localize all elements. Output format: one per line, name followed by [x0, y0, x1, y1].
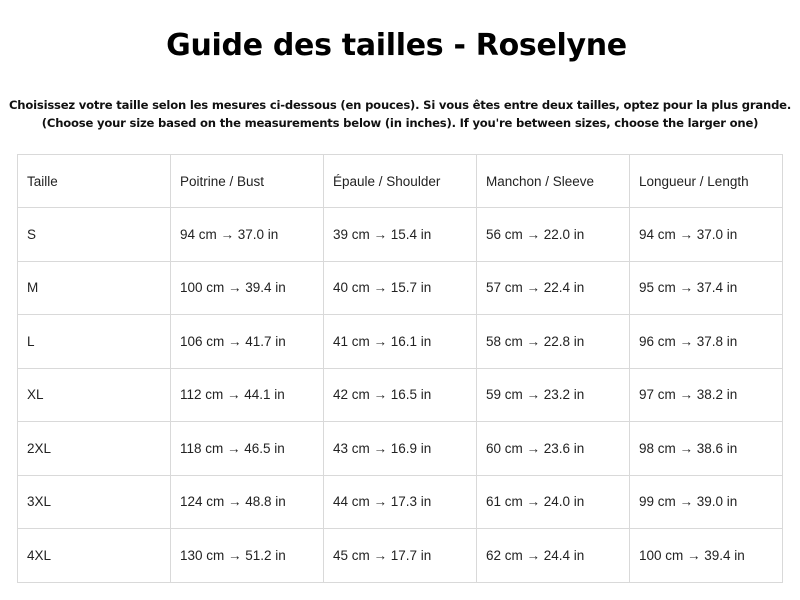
cell-sleeve: 57 cm → 22.4 in [477, 261, 630, 315]
cell-size: L [18, 315, 171, 369]
instructions [0, 96, 800, 132]
cell-sleeve: 61 cm → 24.0 in [477, 475, 630, 529]
cell-bust: 124 cm → 48.8 in [171, 475, 324, 529]
cell-length: 95 cm → 37.4 in [630, 261, 783, 315]
table-header-row [18, 155, 783, 208]
page-title: Guide des tailles - Roselyne [166, 28, 627, 63]
table-row [18, 475, 783, 529]
cell-size: S [18, 208, 171, 262]
cell-length: 97 cm → 38.2 in [630, 368, 783, 422]
table-row [18, 368, 783, 422]
cell-length: 100 cm → 39.4 in [630, 529, 783, 583]
header-length: Longueur / Length [630, 155, 783, 208]
cell-bust: 118 cm → 46.5 in [171, 422, 324, 476]
cell-size: 4XL [18, 529, 171, 583]
cell-sleeve: 58 cm → 22.8 in [477, 315, 630, 369]
cell-shoulder: 45 cm → 17.7 in [324, 529, 477, 583]
header-size: Taille [18, 155, 171, 208]
instructions-english: (Choose your size based on the measurements below (in inches). If you're between sizes, choose the larger one) [41, 116, 759, 130]
cell-sleeve: 56 cm → 22.0 in [477, 208, 630, 262]
cell-shoulder: 44 cm → 17.3 in [324, 475, 477, 529]
cell-size: 2XL [18, 422, 171, 476]
table-row [18, 208, 783, 262]
cell-size: 3XL [18, 475, 171, 529]
cell-shoulder: 41 cm → 16.1 in [324, 315, 477, 369]
cell-size: XL [18, 368, 171, 422]
table-row [18, 315, 783, 369]
cell-length: 94 cm → 37.0 in [630, 208, 783, 262]
cell-bust: 100 cm → 39.4 in [171, 261, 324, 315]
table-row [18, 529, 783, 583]
cell-bust: 94 cm → 37.0 in [171, 208, 324, 262]
cell-length: 99 cm → 39.0 in [630, 475, 783, 529]
cell-bust: 130 cm → 51.2 in [171, 529, 324, 583]
header-shoulder: Épaule / Shoulder [324, 155, 477, 208]
header-bust: Poitrine / Bust [171, 155, 324, 208]
cell-shoulder: 40 cm → 15.7 in [324, 261, 477, 315]
cell-bust: 112 cm → 44.1 in [171, 368, 324, 422]
size-chart-table [17, 154, 783, 583]
cell-length: 96 cm → 37.8 in [630, 315, 783, 369]
cell-size: M [18, 261, 171, 315]
cell-shoulder: 42 cm → 16.5 in [324, 368, 477, 422]
header-sleeve: Manchon / Sleeve [477, 155, 630, 208]
table-row [18, 261, 783, 315]
cell-shoulder: 39 cm → 15.4 in [324, 208, 477, 262]
cell-sleeve: 59 cm → 23.2 in [477, 368, 630, 422]
cell-shoulder: 43 cm → 16.9 in [324, 422, 477, 476]
cell-bust: 106 cm → 41.7 in [171, 315, 324, 369]
table-row [18, 422, 783, 476]
instructions-french: Choisissez votre taille selon les mesures ci-dessous (en pouces). Si vous êtes entre deux tailles, optez pour la plus grande. [8, 98, 792, 112]
cell-length: 98 cm → 38.6 in [630, 422, 783, 476]
cell-sleeve: 62 cm → 24.4 in [477, 529, 630, 583]
cell-sleeve: 60 cm → 23.6 in [477, 422, 630, 476]
